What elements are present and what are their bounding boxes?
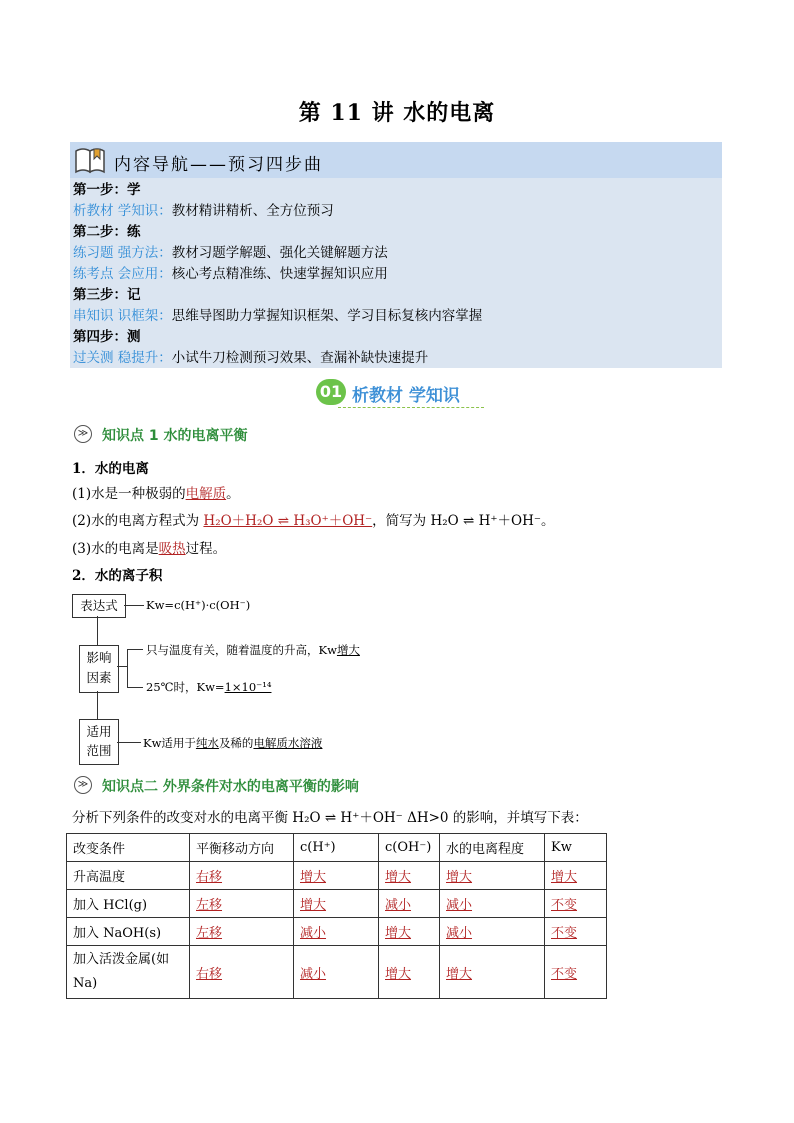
navigation-header bbox=[70, 142, 722, 178]
kp1-line-1 bbox=[72, 482, 240, 502]
diagram-box-factors: 影响 因素 bbox=[79, 645, 119, 693]
text: (1)水是一种极弱的 bbox=[72, 486, 186, 502]
table-cell: 减小 bbox=[294, 918, 379, 946]
table-cell: 增大 bbox=[440, 946, 545, 999]
answer-blank: H₂O＋H₂O ⇌ H₃O⁺＋OH⁻ bbox=[203, 513, 373, 529]
nav-item-text: 小试牛刀检测预习效果、查漏补缺快速提升 bbox=[171, 350, 429, 366]
text: 25℃时，Kw= bbox=[146, 680, 225, 694]
table-header: 改变条件 bbox=[67, 834, 190, 862]
nav-item-text: 教材习题学解题、强化关键解题方法 bbox=[171, 245, 388, 261]
connector-line bbox=[97, 691, 98, 719]
nav-step-2 bbox=[73, 222, 141, 242]
text: (2)水的电离方程式为 bbox=[72, 513, 204, 529]
nav-step-1 bbox=[73, 180, 141, 200]
table-cell: 不变 bbox=[545, 890, 607, 918]
table-cell: 左移 bbox=[190, 890, 294, 918]
table-header: 平衡移动方向 bbox=[190, 834, 294, 862]
text: 只与温度有关，随着温度的升高，Kw bbox=[146, 643, 337, 657]
kw-expression: Kw=c(H⁺)·c(OH⁻) bbox=[146, 598, 251, 612]
table-row bbox=[67, 862, 607, 890]
nav-item-text: 核心考点精准练、快速掌握知识应用 bbox=[171, 266, 388, 282]
table-cell: 减小 bbox=[379, 890, 440, 918]
connector-line bbox=[117, 666, 127, 667]
table-cell: 左移 bbox=[190, 918, 294, 946]
section-underline bbox=[338, 407, 484, 408]
text: ，简写为 H₂O ⇌ H⁺＋OH⁻。 bbox=[372, 513, 555, 529]
diagram-box-scope: 适用 范围 bbox=[79, 719, 119, 765]
table-cell: 增大 bbox=[379, 918, 440, 946]
section-number-badge: 01 bbox=[316, 379, 346, 405]
table-cell: 升高温度 bbox=[67, 862, 190, 890]
double-chevron-icon: ≫ bbox=[74, 776, 92, 794]
table-cell: 加入 NaOH(s) bbox=[67, 918, 190, 946]
table-cell: 增大 bbox=[440, 862, 545, 890]
table-cell: 增大 bbox=[294, 862, 379, 890]
text: 过程。 bbox=[185, 541, 227, 557]
scope-text bbox=[143, 735, 322, 751]
table-row bbox=[67, 946, 607, 999]
nav-step-3 bbox=[73, 285, 141, 305]
nav-item-label: 练习题 强方法： bbox=[73, 245, 172, 261]
answer-blank: 电解质水溶液 bbox=[253, 736, 323, 750]
page-title: 第 11 讲 水的电离 bbox=[298, 100, 496, 126]
table-header-row bbox=[67, 834, 607, 862]
factor-25c bbox=[146, 679, 271, 695]
table-cell: 加入 HCl(g) bbox=[67, 890, 190, 918]
nav-item-test bbox=[73, 348, 428, 368]
factor-temperature bbox=[146, 642, 360, 658]
double-chevron-icon: ≫ bbox=[74, 425, 92, 443]
connector-line bbox=[124, 605, 144, 606]
knowledge-point-1-title: 知识点 1 水的电离平衡 bbox=[102, 428, 248, 444]
nav-step-4 bbox=[73, 327, 141, 347]
subheading-water-ionization: 1．水的电离 bbox=[72, 461, 149, 477]
diagram-box-expression: 表达式 bbox=[72, 594, 126, 618]
connector-line bbox=[97, 616, 98, 645]
table-cell: 不变 bbox=[545, 946, 607, 999]
table-header: 水的电离程度 bbox=[440, 834, 545, 862]
nav-item-label: 析教材 学知识： bbox=[73, 203, 172, 219]
kp2-intro: 分析下列条件的改变对水的电离平衡 H₂O ⇌ H⁺＋OH⁻ ΔH>0 的影响，并填写下表： bbox=[72, 810, 588, 826]
table-cell: 加入活泼金属(如 Na) bbox=[67, 946, 190, 999]
answer-blank: 电解质 bbox=[185, 486, 227, 502]
connector-line bbox=[117, 742, 141, 743]
table-cell: 减小 bbox=[440, 918, 545, 946]
answer-blank: 增大 bbox=[336, 643, 360, 657]
nav-step-label: 第三步：记 bbox=[73, 287, 141, 303]
table-row bbox=[67, 918, 607, 946]
table-cell: 增大 bbox=[294, 890, 379, 918]
table-header: c(H⁺) bbox=[294, 834, 379, 862]
table-header: Kw bbox=[545, 834, 607, 862]
answer-blank: 吸热 bbox=[158, 541, 186, 557]
kp1-line-2 bbox=[72, 509, 554, 529]
connector-line bbox=[127, 687, 143, 688]
effects-table bbox=[66, 833, 607, 999]
kp1-line-3 bbox=[72, 537, 226, 557]
table-cell: 减小 bbox=[294, 946, 379, 999]
nav-item-text: 思维导图助力掌握知识框架、学习目标复核内容掌握 bbox=[171, 308, 483, 324]
navigation-heading: 内容导航——预习四步曲 bbox=[114, 155, 323, 175]
table-cell: 不变 bbox=[545, 918, 607, 946]
table-cell: 增大 bbox=[379, 862, 440, 890]
text: Kw适用于 bbox=[143, 736, 196, 750]
nav-item-apply bbox=[73, 264, 388, 284]
table-row bbox=[67, 890, 607, 918]
nav-item-learn bbox=[73, 201, 334, 221]
text: 。 bbox=[226, 486, 240, 502]
connector-line bbox=[127, 649, 128, 687]
table-cell: 右移 bbox=[190, 862, 294, 890]
table-cell: 右移 bbox=[190, 946, 294, 999]
table-cell: 增大 bbox=[379, 946, 440, 999]
nav-item-label: 过关测 稳提升： bbox=[73, 350, 172, 366]
knowledge-point-2-title: 知识点二 外界条件对水的电离平衡的影响 bbox=[102, 779, 359, 795]
text: (3)水的电离是 bbox=[72, 541, 159, 557]
nav-step-label: 第二步：练 bbox=[73, 224, 141, 240]
answer-blank: 纯水 bbox=[195, 736, 219, 750]
subheading-ion-product: 2．水的离子积 bbox=[72, 568, 163, 584]
nav-item-practice bbox=[73, 243, 388, 263]
content-navigation-box bbox=[70, 142, 722, 368]
nav-step-label: 第四步：测 bbox=[73, 329, 141, 345]
nav-item-label: 串知识 识框架： bbox=[73, 308, 172, 324]
table-cell: 增大 bbox=[545, 862, 607, 890]
nav-item-label: 练考点 会应用： bbox=[73, 266, 172, 282]
table-header: c(OH⁻) bbox=[379, 834, 440, 862]
section-title: 析教材 学知识 bbox=[352, 386, 460, 406]
nav-item-framework bbox=[73, 306, 482, 326]
answer-blank: 1×10⁻¹⁴ bbox=[224, 680, 272, 694]
text: 及稀的 bbox=[218, 736, 254, 750]
book-icon bbox=[73, 145, 107, 175]
nav-step-label: 第一步：学 bbox=[73, 182, 141, 198]
table-cell: 减小 bbox=[440, 890, 545, 918]
connector-line bbox=[127, 649, 143, 650]
nav-item-text: 教材精讲精析、全方位预习 bbox=[171, 203, 334, 219]
